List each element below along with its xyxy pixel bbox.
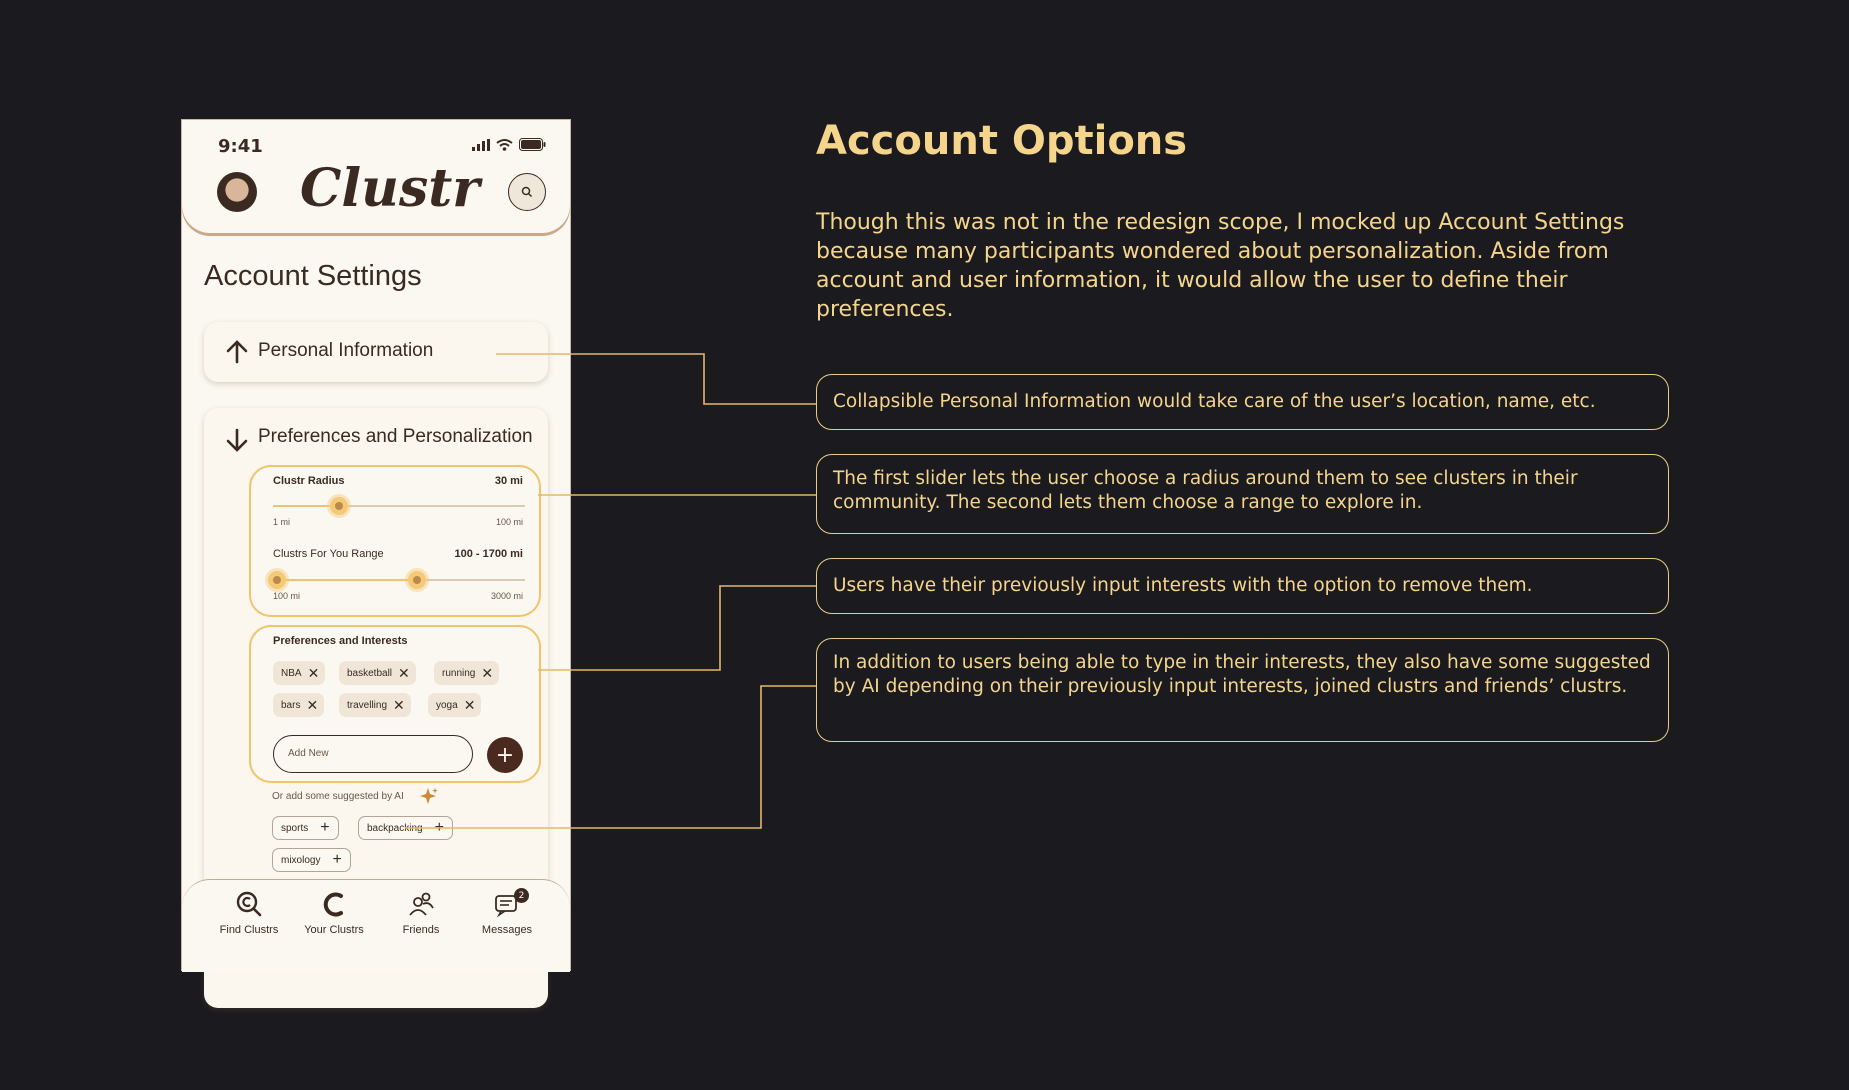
nav-find-clustrs[interactable] — [209, 890, 289, 936]
remove-icon[interactable]: ✕ — [307, 665, 320, 681]
status-time: 9:41 — [218, 136, 263, 157]
your-clustrs-icon — [320, 890, 348, 918]
arrow-up-icon — [224, 339, 250, 365]
interest-chip-label: yoga — [436, 699, 458, 711]
interest-chip — [339, 693, 411, 717]
page-title: Account Settings — [204, 260, 422, 292]
remove-icon[interactable]: ✕ — [306, 697, 319, 713]
range-low-handle[interactable] — [268, 571, 286, 589]
nav-label: Find Clustrs — [219, 924, 279, 936]
range-label: Clustrs For You Range — [273, 548, 384, 560]
add-interest-input[interactable]: Add New — [273, 735, 473, 773]
remove-icon[interactable]: ✕ — [463, 697, 476, 713]
svg-text:Clustr: Clustr — [300, 158, 480, 219]
nav-label: Messages — [481, 924, 533, 936]
section-heading: Account Options — [816, 118, 1188, 164]
sparkle-icon — [420, 787, 438, 805]
interests-title: Preferences and Interests — [273, 635, 408, 647]
plus-icon: + — [332, 851, 342, 868]
annotation-interests: Users have their previously input interests with the option to remove them. — [816, 558, 1669, 614]
nav-messages[interactable] — [467, 890, 547, 936]
personal-information-section[interactable] — [204, 322, 548, 382]
suggested-chip[interactable] — [272, 816, 339, 840]
interest-chip-label: NBA — [281, 667, 302, 679]
remove-icon[interactable]: ✕ — [398, 665, 410, 681]
battery-icon — [519, 138, 546, 151]
radius-value: 30 mi — [494, 475, 523, 487]
personal-information-label: Personal Information — [258, 340, 434, 361]
friends-icon — [407, 890, 435, 918]
radius-min-label: 1 mi — [273, 517, 291, 527]
remove-icon[interactable]: ✕ — [393, 697, 405, 713]
nav-label: Your Clustrs — [304, 924, 364, 936]
range-high-handle[interactable] — [408, 571, 426, 589]
nav-label: Friends — [402, 924, 440, 936]
suggested-chip[interactable] — [272, 848, 351, 872]
connector-line — [538, 586, 816, 670]
interest-chip-label: travelling — [347, 699, 388, 711]
interest-chip — [434, 661, 499, 685]
app-header — [182, 120, 570, 233]
suggested-chip-label: mixology — [281, 854, 321, 866]
interest-chip-label: running — [442, 667, 476, 679]
suggested-chip-label: backpacking — [367, 822, 423, 834]
nav-your-clustrs[interactable] — [294, 890, 374, 936]
range-max-label: 3000 mi — [490, 591, 523, 601]
annotation-ai-suggestions: In addition to users being able to type in their interests, they also have some suggested by AI depending on their previously input interests, joined clustrs and friends’ clustrs. — [816, 638, 1669, 742]
interests-panel — [249, 625, 541, 783]
remove-icon[interactable]: ✕ — [481, 665, 494, 681]
clustr-logo — [298, 150, 480, 220]
intro-paragraph: Though this was not in the redesign scope, I mocked up Account Settings because many participants wondered about personalization. Aside from account and user information, it would allow the user to define their preferences. — [816, 210, 1625, 322]
status-icons — [472, 138, 546, 151]
preferences-label: Preferences and Personalization — [258, 426, 533, 447]
bottom-nav — [182, 879, 570, 972]
phone-mockup — [181, 119, 571, 971]
plus-icon: + — [434, 819, 444, 836]
plus-icon: + — [495, 742, 515, 768]
radius-max-label: 100 mi — [495, 517, 523, 527]
radius-fill — [273, 505, 339, 507]
slider-panel — [249, 465, 541, 617]
avatar[interactable] — [217, 172, 257, 212]
suggested-chip-label: sports — [281, 822, 309, 834]
wifi-icon — [496, 139, 513, 151]
range-fill — [273, 579, 417, 581]
annotation-personal-info: Collapsible Personal Information would take care of the user’s location, name, etc. — [816, 374, 1669, 430]
ai-suggestions-label: Or add some suggested by AI — [272, 791, 404, 802]
interest-chip — [339, 661, 416, 685]
interest-chip — [273, 661, 325, 685]
range-min-label: 100 mi — [273, 591, 301, 601]
annotation-sliders: The first slider lets the user choose a radius around them to see clusters in their community. The second lets them choose a range to explore in. — [816, 454, 1669, 534]
plus-icon: + — [320, 819, 330, 836]
interest-chip — [273, 693, 324, 717]
search-icon — [521, 186, 533, 198]
range-value: 100 - 1700 mi — [454, 548, 523, 560]
signal-icon — [472, 139, 490, 151]
radius-slider-handle[interactable] — [330, 497, 348, 515]
find-clustrs-icon — [235, 890, 263, 918]
search-button[interactable] — [508, 173, 546, 211]
nav-friends[interactable] — [381, 890, 461, 936]
arrow-down-icon[interactable] — [224, 427, 250, 453]
suggested-chip[interactable] — [358, 816, 453, 840]
interest-chip-label: bars — [281, 699, 301, 711]
radius-label: Clustr Radius — [273, 475, 345, 487]
interest-chip-label: basketball — [347, 667, 393, 679]
add-interest-button[interactable] — [487, 737, 523, 773]
messages-badge: 2 — [514, 888, 529, 903]
interest-chip — [428, 693, 481, 717]
